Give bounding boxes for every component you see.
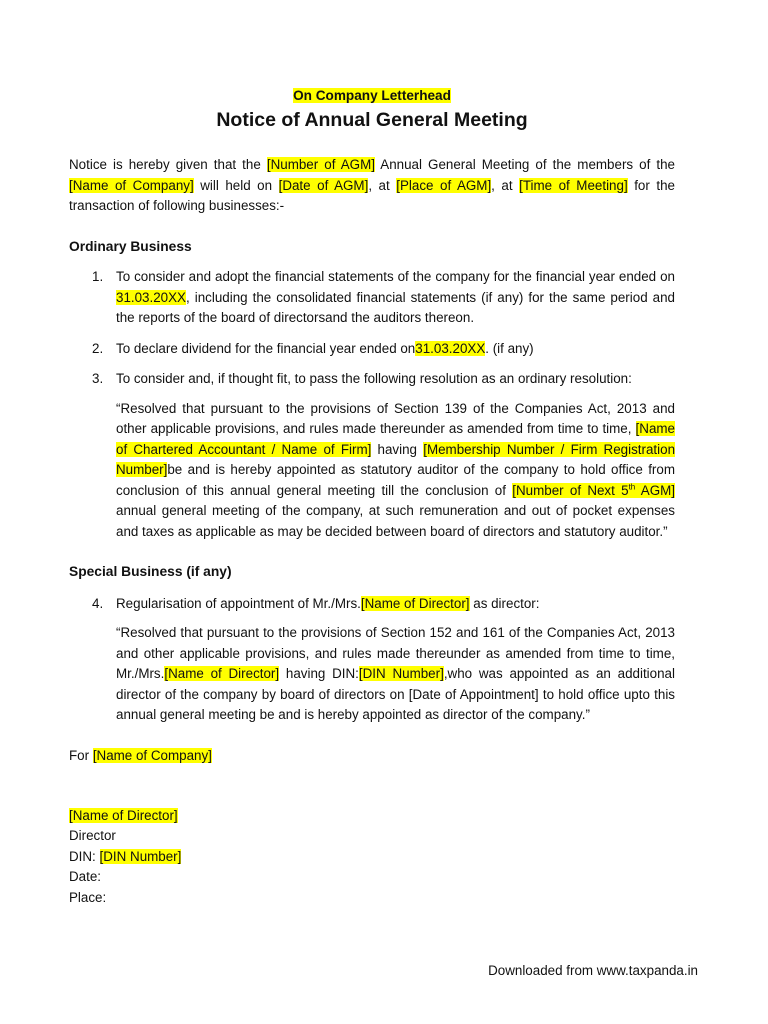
letterhead-placeholder: On Company Letterhead	[293, 88, 451, 103]
resolution-text: annual general meeting of the company, at such remuneration and out of pocket expenses and taxes as applicable as may be decided between board of directors and statutory auditor.”	[116, 503, 675, 539]
list-number: 1.	[92, 269, 104, 284]
intro-text: Notice is hereby given that the	[69, 157, 267, 172]
item-text: Regularisation of appointment of Mr./Mrs.	[116, 595, 361, 611]
page-title: Notice of Annual General Meeting	[216, 109, 528, 131]
date-line: Date:	[69, 869, 102, 885]
placeholder-next-agm	[512, 483, 675, 498]
director-resolution	[69, 623, 675, 726]
list-item-1	[69, 267, 675, 329]
item-text: To consider and, if thought fit, to pass the following resolution as an ordinary resolution:	[116, 371, 632, 386]
signatory-name	[69, 806, 675, 826]
letterhead-label	[69, 86, 675, 106]
resolution-text: ,who was appointed as an additional director of the company by board of directors on [Date of Appointment] to hold office upto this annual general meeting be and is hereby appointed as director of the company.”	[116, 666, 675, 722]
document-page	[69, 86, 675, 908]
placeholder-fy-date: 31.03.20XX	[415, 340, 486, 356]
item-text: . (if any)	[485, 340, 534, 356]
din-label: DIN:	[69, 848, 100, 864]
placeholder-din-number: [DIN Number]	[358, 666, 444, 681]
list-item-2	[69, 339, 675, 360]
intro-text: , at	[491, 177, 520, 193]
auditor-resolution	[69, 399, 675, 543]
download-footer: Downloaded from www.taxpanda.in	[488, 963, 698, 978]
superscript: th	[628, 482, 636, 492]
placeholder-text: [Number of Next 5	[512, 482, 629, 498]
placeholder-membership-number: [Membership Number / Firm Registration Number]	[116, 441, 676, 477]
item-text: as director:	[469, 595, 540, 611]
for-label: For	[69, 747, 93, 763]
placeholder-company: [Name of Company]	[92, 747, 212, 763]
signatory-designation: Director	[69, 828, 116, 844]
list-item-4	[69, 594, 675, 615]
list-number: 3.	[92, 371, 104, 386]
placeholder-fy-date: 31.03.20XX	[116, 289, 186, 305]
resolution-text: “Resolved that pursuant to the provisions of Section 139 of the Companies Act, 2013 and other applicable provisions, and rules made thereunder as amended from time to time,	[116, 400, 675, 436]
placeholder-din-number: [DIN Number]	[99, 848, 182, 864]
signatory-din	[69, 847, 675, 867]
resolution-text: “Resolved that pursuant to the provisions of Section 152 and 161 of the Companies Act, 2013 and other applicable provisions, and rules made thereunder as amended from time to time, Mr./Mrs.	[116, 625, 675, 681]
intro-text: for the transaction of following businesses:-	[69, 177, 675, 213]
intro-text: Annual General Meeting of the members of the	[374, 157, 675, 172]
resolution-text: having	[371, 441, 424, 457]
item-text: To declare dividend for the financial year ended on	[116, 340, 416, 356]
placeholder-company: [Name of Company]	[69, 177, 194, 193]
placeholder-director-name: [Name of Director]	[360, 595, 470, 611]
special-business-heading: Special Business (if any)	[69, 564, 232, 579]
placeholder-agm-number: [Number of AGM]	[266, 157, 375, 172]
placeholder-meeting-time: [Time of Meeting]	[519, 177, 628, 193]
intro-paragraph	[69, 155, 675, 217]
item-text: , including the consolidated financial statements (if any) for the same period and the reports of the board of directorsand the auditors thereon.	[116, 289, 675, 325]
intro-text: will held on	[193, 177, 279, 193]
list-item-3	[69, 369, 675, 390]
resolution-text: having DIN:	[279, 666, 359, 681]
for-company-line	[69, 746, 675, 766]
placeholder-director-name: [Name of Director]	[164, 666, 280, 681]
placeholder-auditor-name: [Name of Chartered Accountant / Name of Firm]	[116, 421, 675, 457]
list-number: 2.	[92, 340, 104, 356]
list-number: 4.	[92, 595, 104, 611]
ordinary-business-heading: Ordinary Business	[69, 238, 192, 254]
place-line: Place:	[69, 889, 107, 905]
item-text: To consider and adopt the financial statements of the company for the financial year ended on	[116, 269, 675, 284]
placeholder-agm-date: [Date of AGM]	[278, 177, 369, 193]
resolution-text: be and is hereby appointed as statutory auditor of the company to hold office from conclusion of this annual general meeting till the conclusion of	[116, 462, 675, 498]
placeholder-director-name: [Name of Director]	[69, 807, 178, 823]
intro-text: , at	[368, 177, 397, 193]
placeholder-text: AGM]	[635, 482, 676, 498]
placeholder-agm-place: [Place of AGM]	[396, 177, 492, 193]
